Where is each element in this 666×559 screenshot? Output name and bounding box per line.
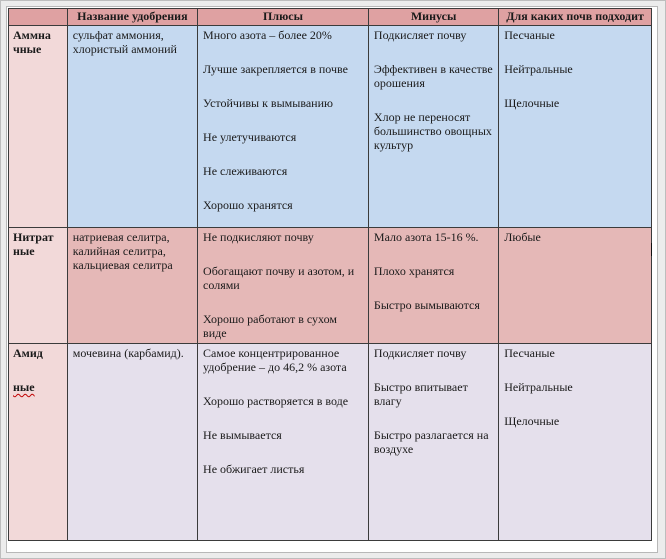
soil-item: Щелочные xyxy=(504,96,560,110)
pros-item: Хорошо растворяется в воде xyxy=(203,394,349,408)
soil-item: Нейтральные xyxy=(504,62,573,76)
cons-item: Мало азота 15-16 %. xyxy=(373,230,479,244)
header-type xyxy=(9,9,68,26)
fertilizer-names-cell[interactable] xyxy=(67,228,197,344)
fertilizer-names-cell[interactable] xyxy=(67,26,197,228)
row-type-cell[interactable] xyxy=(9,228,68,344)
fertilizer-names: сульфат аммония, хлористый аммоний xyxy=(72,28,177,56)
soil-item: Нейтральные xyxy=(504,380,573,394)
pros-item: Не обжигает листья xyxy=(203,462,305,476)
pros-cell[interactable] xyxy=(198,228,369,344)
soil-item: Песчаные xyxy=(504,346,555,360)
fertilizer-table xyxy=(8,8,652,541)
fertilizer-names-cell[interactable] xyxy=(67,344,197,541)
pros-item: Много азота – более 20% xyxy=(203,28,332,42)
soil-item: Песчаные xyxy=(504,28,555,42)
cons-item: Хлор не переносят большинство овощных культур xyxy=(373,110,492,152)
cons-item: Быстро разлагается на воздухе xyxy=(373,428,489,456)
pros-item: Хорошо работают в сухом виде xyxy=(203,312,337,340)
cons-cell[interactable] xyxy=(368,26,498,228)
row-type-cell[interactable] xyxy=(9,344,68,541)
cons-item: Плохо хранятся xyxy=(373,264,455,278)
pros-item: Не улетучиваются xyxy=(203,130,297,144)
table-row xyxy=(9,26,652,228)
header-cons: Минусы xyxy=(368,9,498,26)
pros-cell[interactable] xyxy=(198,26,369,228)
cons-item: Быстро впитывает влагу xyxy=(373,380,468,408)
row-type-cell[interactable] xyxy=(9,26,68,228)
cons-cell[interactable] xyxy=(368,228,498,344)
table-row xyxy=(9,344,652,541)
cons-item: Быстро вымываются xyxy=(373,298,480,312)
cons-item: Эффективен в качестве орошения xyxy=(373,62,493,90)
cons-item: Подкисляет почву xyxy=(373,28,467,42)
cons-cell[interactable] xyxy=(368,344,498,541)
header-name: Название удобрения xyxy=(67,9,197,26)
pros-item: Хорошо хранятся xyxy=(203,198,293,212)
pros-item: Лучше закрепляется в почве xyxy=(203,62,348,76)
row-type-line: Нитрат xyxy=(13,230,54,244)
soil-item: Щелочные xyxy=(504,414,560,428)
row-type-line: чные xyxy=(13,42,42,56)
row-type-line: ные xyxy=(13,244,35,258)
fertilizer-names: натриевая селитра, калийная селитра, кальциевая селитра xyxy=(72,230,173,272)
soil-item: Любые xyxy=(504,230,541,244)
pros-item: Не вымывается xyxy=(203,428,282,442)
row-type-line: Амид xyxy=(13,346,43,360)
pros-cell[interactable] xyxy=(198,344,369,541)
fertilizer-names: мочевина (карбамид). xyxy=(72,346,184,360)
pros-item: Не слеживаются xyxy=(203,164,288,178)
table-row xyxy=(9,228,652,344)
pros-item: Обогащают почву и азотом, и солями xyxy=(203,264,355,292)
soils-cell[interactable] xyxy=(499,344,652,541)
row-type-line: ные xyxy=(13,380,35,394)
soils-cell[interactable] xyxy=(499,228,652,344)
pros-item: Не подкисляют почву xyxy=(203,230,314,244)
soils-cell[interactable] xyxy=(499,26,652,228)
table-header-row xyxy=(9,9,652,26)
pros-item: Самое концентрированное удобрение – до 46,2 % азота xyxy=(203,346,347,374)
text-cursor xyxy=(651,243,652,256)
pros-item: Устойчивы к вымыванию xyxy=(203,96,333,110)
header-pros: Плюсы xyxy=(198,9,369,26)
header-soils: Для каких почв подходит xyxy=(499,9,652,26)
row-type-line: Аммна xyxy=(13,28,51,42)
cons-item: Подкисляет почву xyxy=(373,346,467,360)
